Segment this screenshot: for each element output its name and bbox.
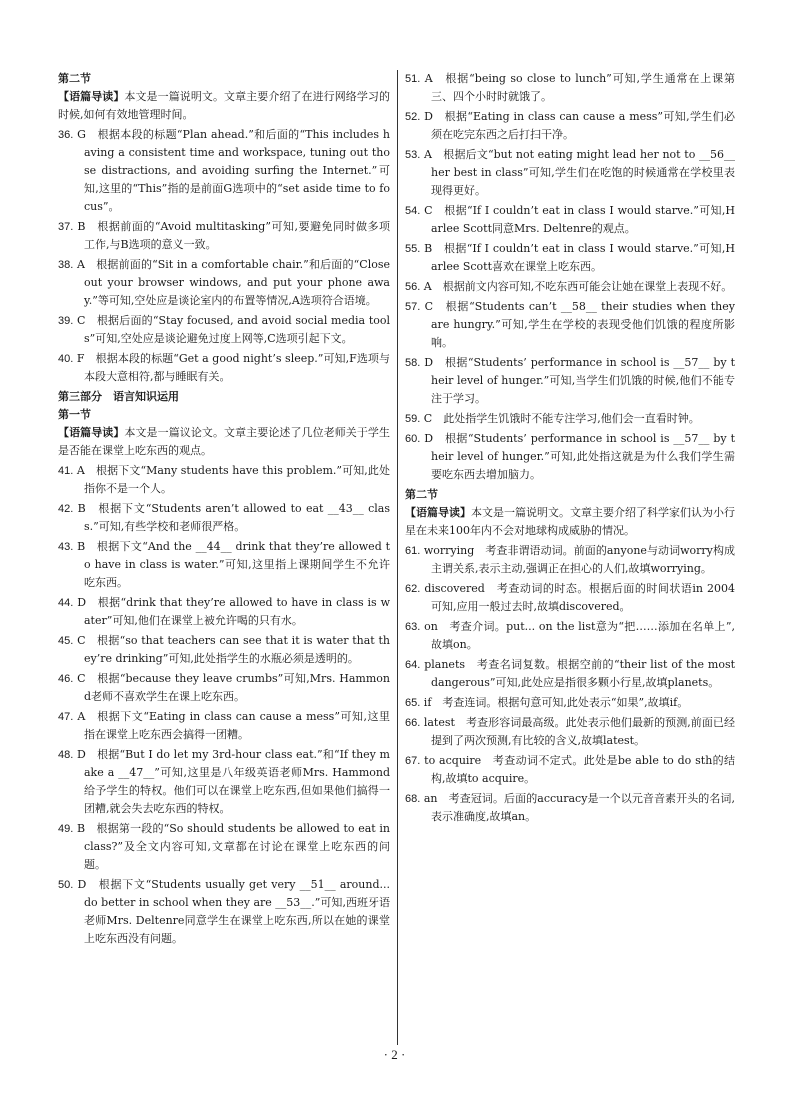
answer-explanation: C 根据“If I couldn’t eat in class I would starve.”可知,Harlee Scott同意Mrs. Deltenre的观点。 [424, 204, 735, 235]
answer-item [405, 410, 735, 428]
answer-number: 51. [405, 73, 421, 85]
answer-item [405, 70, 735, 106]
answer-item [58, 218, 390, 254]
answer-number: 63. [405, 621, 421, 633]
answer-number: 48. [58, 749, 74, 761]
answer-item [405, 202, 735, 238]
answer-explanation: D 根据下文“Students usually get very __51__ around... do better in school when they are __53__.”可知,西班牙语老师Mrs. Deltenre同意学生在课堂上吃东西,所以在她的课堂上吃东西没有问题。 [77, 878, 390, 945]
answer-item [405, 278, 735, 296]
answer-number: 43. [58, 541, 74, 553]
answer-item [58, 256, 390, 310]
answer-explanation: D 根据“But I do let my 3rd-hour class eat.”和“If they make a __47__”可知,这里是八年级英语老师Mrs. Hammond给予学生的特权。他们可以在课堂上吃东西,但如果他们搞得一团糟,就会失去吃东西的特权。 [76, 748, 390, 815]
answer-number: 64. [405, 659, 421, 671]
answer-item [405, 430, 735, 484]
right-column [405, 70, 735, 828]
answer-number: 61. [405, 545, 421, 557]
answer-item [405, 542, 735, 578]
answer-item [405, 298, 735, 352]
answer-item [58, 500, 390, 536]
answer-item [405, 146, 735, 200]
answer-number: 65. [405, 697, 421, 709]
answer-explanation: an 考查冠词。后面的accuracy是一个以元音音素开头的名词,表示准确度,故填an。 [423, 792, 735, 823]
answer-number: 68. [405, 793, 421, 805]
reading-guide-tag: 【语篇导读】 [58, 426, 125, 439]
answer-explanation: latest 考查形容词最高级。此处表示他们最新的预测,前面已经提到了两次预测,有比较的含义,故填latest。 [423, 716, 735, 747]
answer-item [58, 708, 390, 744]
column-divider [397, 70, 398, 1045]
answer-item [58, 876, 390, 948]
answer-explanation: discovered 考查动词的时态。根据后面的时间状语in 2004可知,应用一般过去时,故填discovered。 [424, 582, 736, 613]
answer-number: 59. [405, 413, 421, 425]
answer-explanation: D 根据“Students’ performance in school is __57__ by their level of hunger.”可知,此处指这就是为什么我们学生需要吃东西去增加脑力。 [424, 432, 735, 481]
reading-guide-text: 本文是一篇说明文。文章主要介绍了在进行网络学习的时候,如何有效地管理时间。 [58, 90, 391, 121]
answer-explanation: on 考查介词。put... on the list意为“把……添加在名单上”,故填on。 [424, 620, 735, 651]
answer-item [405, 752, 735, 788]
answer-item [58, 746, 390, 818]
answer-number: 47. [58, 711, 74, 723]
answer-explanation: D 根据“Eating in class can cause a mess”可知,学生们必须在吃完东西之后打扫干净。 [424, 110, 736, 141]
answer-explanation: B 根据下文“Students aren’t allowed to eat __43__ class.”可知,有些学校和老师很严格。 [77, 502, 390, 533]
answer-item [405, 240, 735, 276]
answer-number: 46. [58, 673, 74, 685]
page-number: · 2 · [383, 1047, 406, 1062]
answer-number: 40. [58, 353, 74, 365]
answer-number: 55. [405, 243, 421, 255]
answer-list [58, 462, 390, 948]
answer-number: 39. [58, 315, 74, 327]
answer-explanation: if 考查连词。根据句意可知,此处表示“如果”,故填if。 [423, 696, 689, 709]
answer-explanation: B 根据“If I couldn’t eat in class I would starve.”可知,Harlee Scott喜欢在课堂上吃东西。 [424, 242, 735, 273]
answer-explanation: worrying 考查非谓语动词。前面的anyone与动词worry构成主谓关系,表示主动,强调正在担心的人们,故填worrying。 [423, 544, 735, 575]
answer-item [58, 462, 390, 498]
answer-item [58, 312, 390, 348]
answer-item [405, 656, 735, 692]
answer-item [405, 714, 735, 750]
answer-number: 41. [58, 465, 74, 477]
answer-number: 42. [58, 503, 74, 515]
answer-explanation: A 根据下文“Many students have this problem.”可知,此处指你不是一个人。 [76, 464, 390, 495]
answer-item [58, 538, 390, 592]
reading-guide [58, 424, 390, 460]
answer-item [58, 594, 390, 630]
reading-guide-tag: 【语篇导读】 [405, 506, 471, 519]
answer-explanation: B 根据前面的“Avoid multitasking”可知,要避免同时做多项工作,与B选项的意义一致。 [77, 220, 391, 251]
answer-number: 37. [58, 221, 74, 233]
answer-explanation: D 根据“drink that they’re allowed to have in class is water”可知,他们在课堂上被允许喝的只有水。 [77, 596, 390, 627]
reading-guide [58, 88, 390, 124]
reading-guide-text: 本文是一篇议论文。文章主要论述了几位老师关于学生是否能在课堂上吃东西的观点。 [58, 426, 391, 457]
reading-guide-tag: 【语篇导读】 [58, 90, 125, 103]
answer-item [405, 580, 735, 616]
answer-list [58, 126, 390, 386]
answer-item [405, 354, 735, 408]
answer-list [405, 542, 735, 826]
answer-explanation: A 根据“being so close to lunch”可知,学生通常在上课第三、四个小时时就饿了。 [424, 72, 735, 103]
answer-explanation: C 此处指学生饥饿时不能专注学习,他们会一直看时钟。 [423, 412, 700, 425]
answer-number: 66. [405, 717, 421, 729]
section-title: 第一节 [58, 408, 91, 421]
answer-explanation: A 根据前文内容可知,不吃东西可能会让她在课堂上表现不好。 [423, 280, 733, 293]
reading-guide-text: 本文是一篇说明文。文章主要介绍了科学家们认为小行星在未来100年内不会对地球构成威胁的情况。 [405, 506, 735, 537]
answer-number: 53. [405, 149, 421, 161]
answer-number: 58. [405, 357, 421, 369]
answer-item [58, 820, 390, 874]
answer-item [405, 618, 735, 654]
reading-guide [405, 504, 735, 540]
answer-explanation: C 根据“because they leave crumbs”可知,Mrs. Hammond老师不喜欢学生在课上吃东西。 [77, 672, 391, 703]
answer-number: 45. [58, 635, 74, 647]
answer-number: 62. [405, 583, 421, 595]
answer-explanation: planets 考查名词复数。根据空前的“their list of the most dangerous”可知,此处应是指很多颗小行星,故填planets。 [424, 658, 736, 689]
answer-number: 57. [405, 301, 421, 313]
answer-explanation: B 根据第一段的“So should students be allowed to eat in class?”及全文内容可知,文章都在讨论在课堂上吃东西的问题。 [77, 822, 391, 871]
answer-explanation: to acquire 考查动词不定式。此处是be able to do sth的结构,故填to acquire。 [424, 754, 735, 785]
left-column [58, 70, 390, 950]
answer-explanation: A 根据前面的“Sit in a comfortable chair.”和后面的“Close out your browser windows, and put your phone away.”等可知,空处应是谈论室内的布置等情况,A选项符合语境。 [76, 258, 390, 307]
answer-number: 67. [405, 755, 421, 767]
answer-list [405, 70, 735, 484]
answer-number: 54. [405, 205, 421, 217]
answer-item [405, 694, 735, 712]
answer-explanation: D 根据“Students’ performance in school is __57__ by their level of hunger.”可知,当学生们饥饿的时候,他们不能专注于学习。 [424, 356, 735, 405]
answer-explanation: F 根据本段的标题“Get a good night’s sleep.”可知,F选项与本段大意相符,都与睡眠有关。 [76, 352, 390, 383]
answer-number: 36. [58, 129, 74, 141]
part-title: 第三部分 语言知识运用 [58, 390, 179, 403]
answer-item [58, 670, 390, 706]
answer-explanation: C 根据“Students can’t __58__ their studies when they are hungry.”可知,学生在学校的表现受他们饥饿的程度所影响。 [424, 300, 735, 349]
answer-explanation: C 根据“so that teachers can see that it is water that they’re drinking”可知,此处指学生的水瓶必须是透明的。 [77, 634, 391, 665]
answer-explanation: A 根据后文“but not eating might lead her not to __56__ her best in class”可知,学生们在吃饱的时候通常在学校里表现得更好。 [423, 148, 735, 197]
answer-number: 50. [58, 879, 74, 891]
answer-number: 49. [58, 823, 74, 835]
answer-number: 52. [405, 111, 421, 123]
answer-item [405, 790, 735, 826]
answer-item [58, 632, 390, 668]
answer-explanation: G 根据本段的标题“Plan ahead.”和后面的“This includes having a consistent time and workspace, tuning out those distractions, and avoiding surfing the Internet.”可知,这里的“This”指的是前面G选项中的“set aside time to focus”。 [77, 128, 390, 213]
section-title: 第二节 [58, 72, 91, 85]
answer-explanation: A 根据下文“Eating in class can cause a mess”可知,这里指在课堂上吃东西会搞得一团糟。 [77, 710, 391, 741]
answer-item [58, 126, 390, 216]
section-title: 第二节 [405, 488, 438, 501]
answer-explanation: B 根据下文“And the __44__ drink that they’re allowed to have in class is water.”可知,这里指上课期间学生不允许吃东西。 [77, 540, 390, 589]
answer-number: 56. [405, 281, 421, 293]
answer-number: 38. [58, 259, 74, 271]
answer-number: 60. [405, 433, 421, 445]
answer-item [58, 350, 390, 386]
answer-number: 44. [58, 597, 74, 609]
answer-explanation: C 根据后面的“Stay focused, and avoid social media tools”可知,空处应是谈论避免过度上网等,C选项引起下文。 [77, 314, 390, 345]
answer-item [405, 108, 735, 144]
